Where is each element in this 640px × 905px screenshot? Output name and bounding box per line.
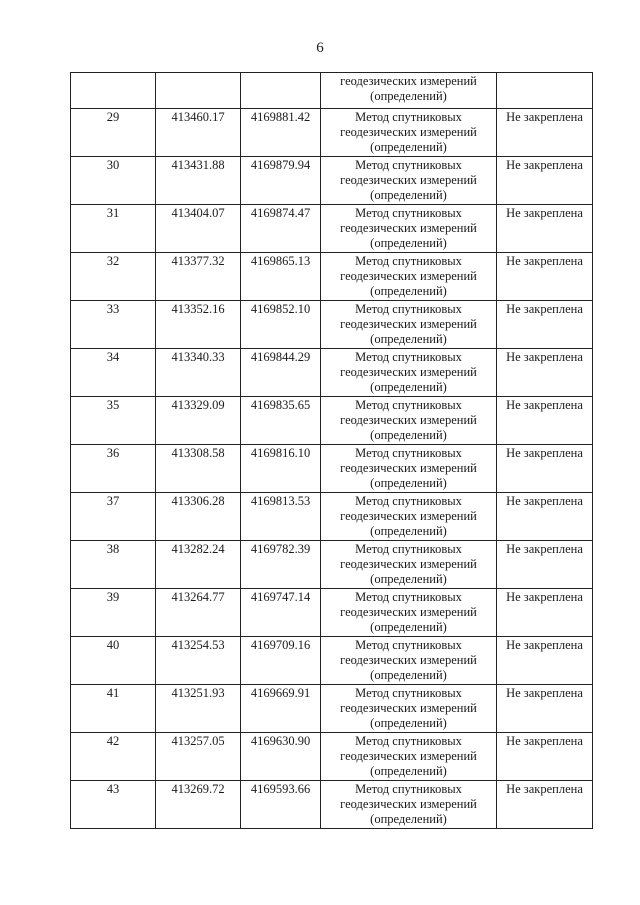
method-line: (определений) xyxy=(370,380,447,394)
cell-point-number: 41 xyxy=(71,685,156,733)
method-line: (определений) xyxy=(370,668,447,682)
cell-fixation: Не закреплена xyxy=(497,349,593,397)
cell-fixation: Не закреплена xyxy=(497,253,593,301)
table-row xyxy=(71,637,593,685)
method-line: (определений) xyxy=(370,236,447,250)
cell-x: 413431.88 xyxy=(156,157,241,205)
cell-fixation: Не закреплена xyxy=(497,637,593,685)
method-line: (определений) xyxy=(370,332,447,346)
cell-method xyxy=(321,73,497,109)
table-row xyxy=(71,445,593,493)
coordinates-table xyxy=(70,72,593,829)
cell-point-number: 29 xyxy=(71,109,156,157)
cell-method xyxy=(321,253,497,301)
cell-point-number: 34 xyxy=(71,349,156,397)
cell-point-number: 39 xyxy=(71,589,156,637)
method-line: Метод спутниковых xyxy=(355,734,462,748)
cell-fixation: Не закреплена xyxy=(497,781,593,829)
cell-method xyxy=(321,205,497,253)
table-row xyxy=(71,397,593,445)
cell-fixation: Не закреплена xyxy=(497,301,593,349)
cell-method xyxy=(321,301,497,349)
method-line: Метод спутниковых xyxy=(355,110,462,124)
cell-x: 413340.33 xyxy=(156,349,241,397)
cell-y: 4169630.90 xyxy=(241,733,321,781)
coordinates-table-body xyxy=(71,73,593,829)
cell-fixation: Не закреплена xyxy=(497,205,593,253)
table-row xyxy=(71,205,593,253)
cell-y: 4169813.53 xyxy=(241,493,321,541)
method-line: (определений) xyxy=(370,812,447,826)
cell-x: 413251.93 xyxy=(156,685,241,733)
cell-x: 413460.17 xyxy=(156,109,241,157)
table-row xyxy=(71,157,593,205)
cell-y: 4169852.10 xyxy=(241,301,321,349)
method-line: геодезических измерений xyxy=(340,557,477,571)
method-line: геодезических измерений xyxy=(340,749,477,763)
method-line: геодезических измерений xyxy=(340,653,477,667)
cell-y: 4169844.29 xyxy=(241,349,321,397)
method-line: геодезических измерений xyxy=(340,74,477,88)
cell-x: 413404.07 xyxy=(156,205,241,253)
cell-y: 4169879.94 xyxy=(241,157,321,205)
cell-y xyxy=(241,73,321,109)
cell-x xyxy=(156,73,241,109)
cell-method xyxy=(321,157,497,205)
page-number: 6 xyxy=(316,40,324,56)
method-line: геодезических измерений xyxy=(340,701,477,715)
method-line: Метод спутниковых xyxy=(355,542,462,556)
table-row xyxy=(71,493,593,541)
method-line: геодезических измерений xyxy=(340,605,477,619)
cell-fixation: Не закреплена xyxy=(497,733,593,781)
method-line: Метод спутниковых xyxy=(355,590,462,604)
method-line: Метод спутниковых xyxy=(355,350,462,364)
table-row xyxy=(71,109,593,157)
cell-x: 413282.24 xyxy=(156,541,241,589)
method-line: геодезических измерений xyxy=(340,269,477,283)
cell-x: 413308.58 xyxy=(156,445,241,493)
method-line: (определений) xyxy=(370,524,447,538)
method-line: (определений) xyxy=(370,284,447,298)
cell-method xyxy=(321,109,497,157)
method-line: (определений) xyxy=(370,89,447,103)
method-line: (определений) xyxy=(370,428,447,442)
cell-point-number: 38 xyxy=(71,541,156,589)
method-line: (определений) xyxy=(370,140,447,154)
method-line: (определений) xyxy=(370,620,447,634)
cell-method xyxy=(321,349,497,397)
cell-x: 413269.72 xyxy=(156,781,241,829)
cell-fixation xyxy=(497,73,593,109)
cell-x: 413329.09 xyxy=(156,397,241,445)
cell-y: 4169669.91 xyxy=(241,685,321,733)
cell-y: 4169874.47 xyxy=(241,205,321,253)
table-row xyxy=(71,301,593,349)
method-line: (определений) xyxy=(370,188,447,202)
method-line: геодезических измерений xyxy=(340,461,477,475)
cell-point-number: 30 xyxy=(71,157,156,205)
cell-method xyxy=(321,685,497,733)
method-line: геодезических измерений xyxy=(340,221,477,235)
cell-y: 4169593.66 xyxy=(241,781,321,829)
method-line: (определений) xyxy=(370,764,447,778)
cell-point-number: 31 xyxy=(71,205,156,253)
cell-x: 413306.28 xyxy=(156,493,241,541)
method-line: (определений) xyxy=(370,476,447,490)
cell-x: 413352.16 xyxy=(156,301,241,349)
method-line: геодезических измерений xyxy=(340,509,477,523)
method-line: геодезических измерений xyxy=(340,125,477,139)
cell-fixation: Не закреплена xyxy=(497,541,593,589)
cell-point-number: 35 xyxy=(71,397,156,445)
cell-method xyxy=(321,637,497,685)
cell-method xyxy=(321,445,497,493)
cell-y: 4169747.14 xyxy=(241,589,321,637)
cell-method xyxy=(321,397,497,445)
cell-y: 4169881.42 xyxy=(241,109,321,157)
cell-y: 4169816.10 xyxy=(241,445,321,493)
cell-fixation: Не закреплена xyxy=(497,109,593,157)
cell-x: 413264.77 xyxy=(156,589,241,637)
method-line: (определений) xyxy=(370,572,447,586)
table-row xyxy=(71,589,593,637)
method-line: геодезических измерений xyxy=(340,413,477,427)
method-line: Метод спутниковых xyxy=(355,302,462,316)
cell-fixation: Не закреплена xyxy=(497,445,593,493)
cell-point-number: 42 xyxy=(71,733,156,781)
cell-y: 4169782.39 xyxy=(241,541,321,589)
method-line: Метод спутниковых xyxy=(355,398,462,412)
cell-x: 413377.32 xyxy=(156,253,241,301)
method-line: геодезических измерений xyxy=(340,365,477,379)
cell-method xyxy=(321,541,497,589)
method-line: геодезических измерений xyxy=(340,173,477,187)
cell-point-number: 36 xyxy=(71,445,156,493)
method-line: Метод спутниковых xyxy=(355,446,462,460)
table-row xyxy=(71,349,593,397)
cell-point-number: 43 xyxy=(71,781,156,829)
cell-point-number: 32 xyxy=(71,253,156,301)
method-line: (определений) xyxy=(370,716,447,730)
table-row xyxy=(71,253,593,301)
cell-method xyxy=(321,493,497,541)
cell-method xyxy=(321,589,497,637)
cell-fixation: Не закреплена xyxy=(497,157,593,205)
method-line: Метод спутниковых xyxy=(355,686,462,700)
method-line: Метод спутниковых xyxy=(355,254,462,268)
cell-fixation: Не закреплена xyxy=(497,493,593,541)
table-row xyxy=(71,781,593,829)
cell-x: 413257.05 xyxy=(156,733,241,781)
table-row xyxy=(71,685,593,733)
cell-point-number: 37 xyxy=(71,493,156,541)
cell-method xyxy=(321,733,497,781)
cell-point-number xyxy=(71,73,156,109)
cell-point-number: 40 xyxy=(71,637,156,685)
method-line: Метод спутниковых xyxy=(355,206,462,220)
cell-y: 4169709.16 xyxy=(241,637,321,685)
cell-method xyxy=(321,781,497,829)
cell-point-number: 33 xyxy=(71,301,156,349)
method-line: геодезических измерений xyxy=(340,797,477,811)
cell-fixation: Не закреплена xyxy=(497,589,593,637)
table-row-continuation xyxy=(71,73,593,109)
cell-y: 4169835.65 xyxy=(241,397,321,445)
method-line: геодезических измерений xyxy=(340,317,477,331)
cell-fixation: Не закреплена xyxy=(497,397,593,445)
table-row xyxy=(71,541,593,589)
method-line: Метод спутниковых xyxy=(355,158,462,172)
method-line: Метод спутниковых xyxy=(355,638,462,652)
cell-y: 4169865.13 xyxy=(241,253,321,301)
method-line: Метод спутниковых xyxy=(355,494,462,508)
method-line: Метод спутниковых xyxy=(355,782,462,796)
cell-fixation: Не закреплена xyxy=(497,685,593,733)
cell-x: 413254.53 xyxy=(156,637,241,685)
table-row xyxy=(71,733,593,781)
